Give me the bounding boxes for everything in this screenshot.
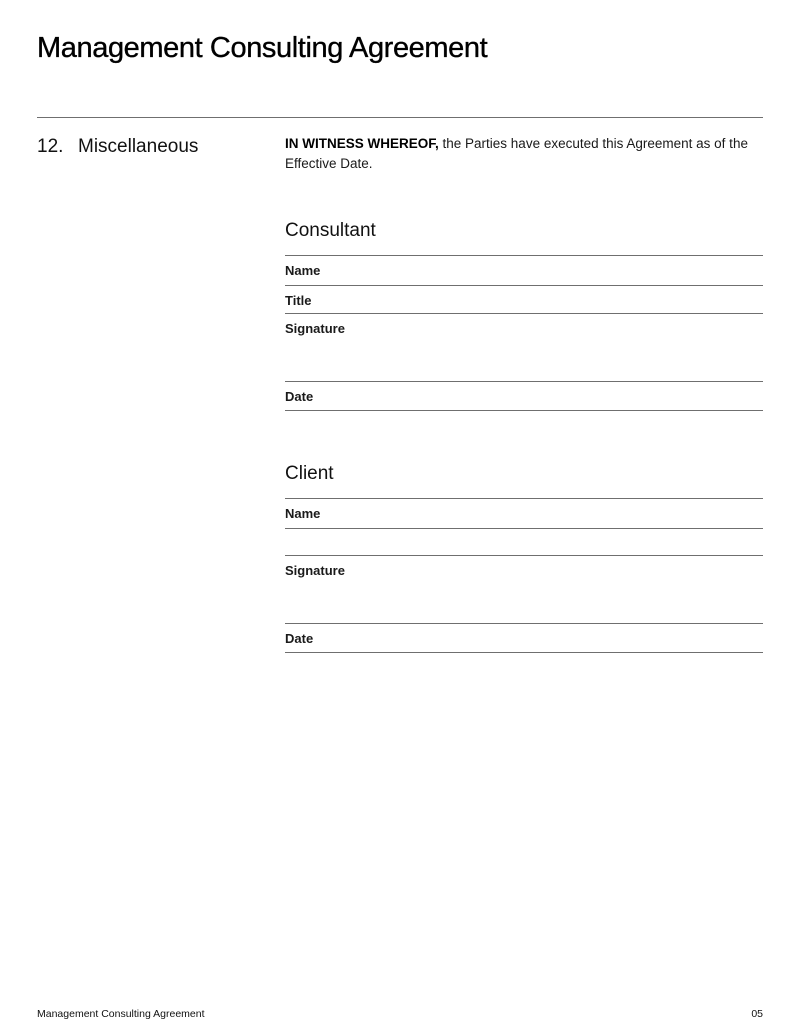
section-title: Miscellaneous — [78, 136, 199, 157]
client-signature-label: Signature — [285, 563, 345, 578]
witness-text: the Parties have executed this Agreement as of the Effective Date. — [285, 136, 748, 171]
section-number: 12. — [37, 136, 64, 157]
client-date-field[interactable] — [285, 623, 763, 653]
client-name-label: Name — [285, 506, 321, 521]
consultant-name-label: Name — [285, 263, 321, 278]
client-title-field[interactable] — [285, 528, 763, 555]
consultant-name-field[interactable] — [285, 255, 763, 285]
title-divider — [37, 117, 763, 118]
consultant-signature-block — [285, 219, 763, 411]
client-date-label: Date — [285, 631, 314, 646]
witness-bold-lead: IN WITNESS WHEREOF, — [285, 136, 439, 151]
consultant-signature-field[interactable] — [285, 313, 763, 381]
witness-paragraph — [285, 134, 763, 174]
consultant-title-label: Title — [285, 293, 312, 308]
page-footer — [37, 1007, 763, 1021]
consultant-signature-label: Signature — [285, 321, 345, 336]
footer-document-title: Management Consulting Agreement — [37, 1008, 205, 1020]
client-name-field[interactable] — [285, 498, 763, 528]
section-heading — [37, 135, 198, 159]
client-signature-field[interactable] — [285, 555, 763, 623]
client-signature-block — [285, 462, 763, 653]
page-number: 05 — [751, 1008, 763, 1020]
consultant-title-field[interactable] — [285, 285, 763, 313]
consultant-date-label: Date — [285, 389, 314, 404]
consultant-heading: Consultant — [285, 220, 376, 241]
document-title: Management Consulting Agreement — [37, 32, 488, 64]
client-heading: Client — [285, 463, 334, 484]
consultant-date-field[interactable] — [285, 381, 763, 411]
